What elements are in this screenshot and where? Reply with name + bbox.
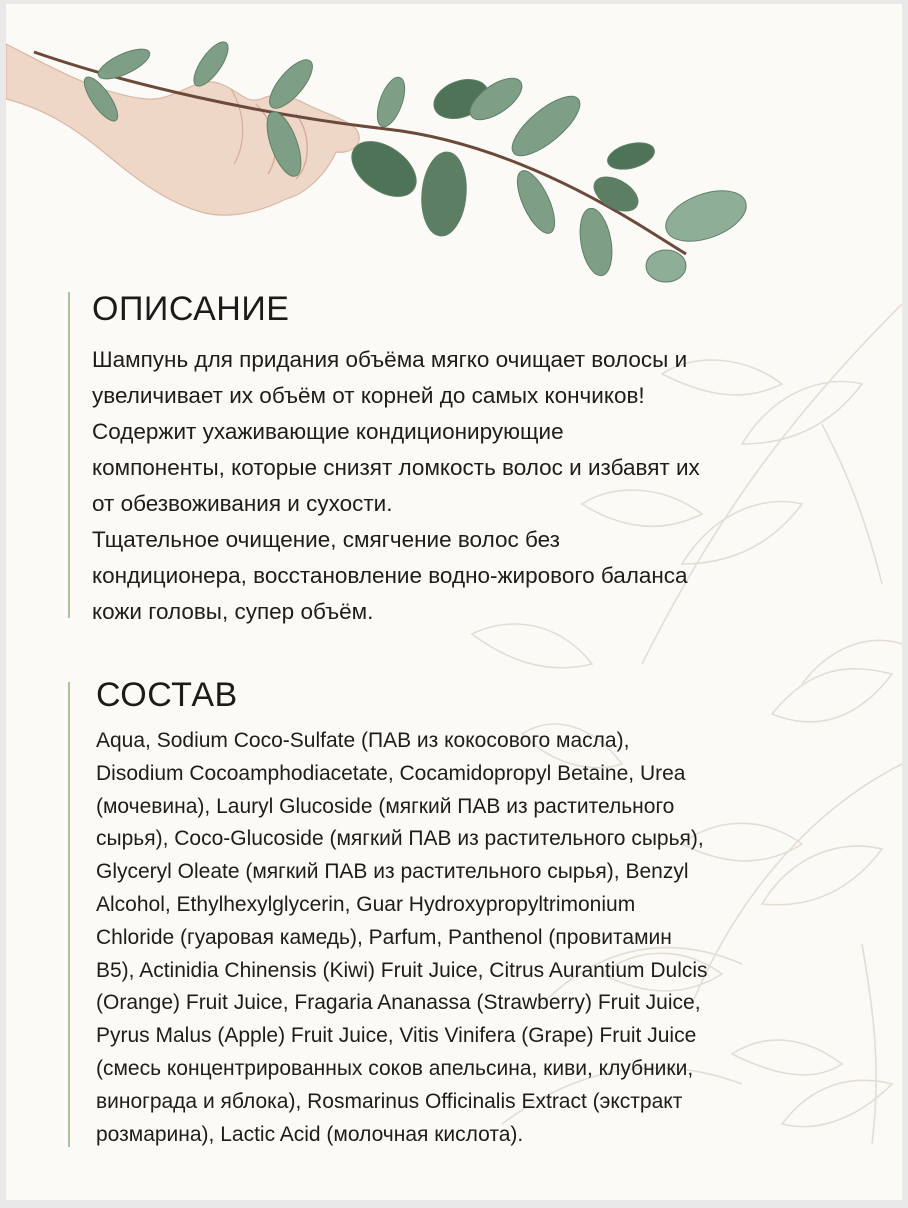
section-accent-bar [68,292,70,618]
description-heading: ОПИСАНИЕ [92,290,290,328]
composition-line: Disodium Cocoamphodiacetate, Cocamidopropyl Betaine, Urea [96,761,686,785]
description-line: Шампунь для придания объёма мягко очищает волосы и [92,347,688,372]
composition-line: сырья), Coco-Glucoside (мягкий ПАВ из растительного сырья), [96,827,704,851]
composition-line: Pyrus Malus (Apple) Fruit Juice, Vitis Vinifera (Grape) Fruit Juice [96,1024,697,1048]
composition-line: Aqua, Sodium Coco-Sulfate (ПАВ из кокосового масла), [96,729,630,752]
composition-heading: СОСТАВ [96,676,238,714]
description-line: кожи головы, супер объём. [92,599,374,624]
description-line: Тщательное очищение, смягчение волос без [92,527,560,552]
composition-text [96,725,708,1151]
composition-line: винограда и яблока), Rosmarinus Officinalis Extract (экстракт [96,1089,683,1113]
description-line: компоненты, которые снизят ломкость волос и избавят их [92,455,700,480]
composition-line: (мочевина), Lauryl Glucoside (мягкий ПАВ из растительного [96,794,675,818]
composition-line: B5), Actinidia Chinensis (Kiwi) Fruit Juice, Citrus Aurantium Dulcis [96,958,708,982]
product-info-page [6,4,902,1200]
description-line: кондиционера, восстановление водно-жирового баланса [92,563,688,588]
description-line: от обезвоживания и сухости. [92,491,393,516]
description-section [68,290,868,624]
composition-line: розмарина), Lactic Acid (молочная кислота). [96,1122,524,1146]
description-line: увеличивает их объём от корней до самых кончиков! [92,383,645,408]
composition-line: (Orange) Fruit Juice, Fragaria Ananassa (Strawberry) Fruit Juice, [96,991,701,1015]
section-accent-bar [68,682,70,1147]
composition-line: Glyceryl Oleate (мягкий ПАВ из растительного сырья), Benzyl [96,860,689,884]
description-line: Содержит ухаживающие кондиционирующие [92,419,564,444]
description-text [92,342,700,630]
composition-line: (смесь концентрированных соков апельсина, киви, клубники, [96,1056,694,1080]
composition-line: Chloride (гуаровая камедь), Parfum, Panthenol (провитамин [96,925,672,949]
composition-line: Alcohol, Ethylhexylglycerin, Guar Hydroxypropyltrimonium [96,892,636,916]
composition-section [68,676,868,1147]
hand-with-eucalyptus-branch-illustration [6,4,786,294]
